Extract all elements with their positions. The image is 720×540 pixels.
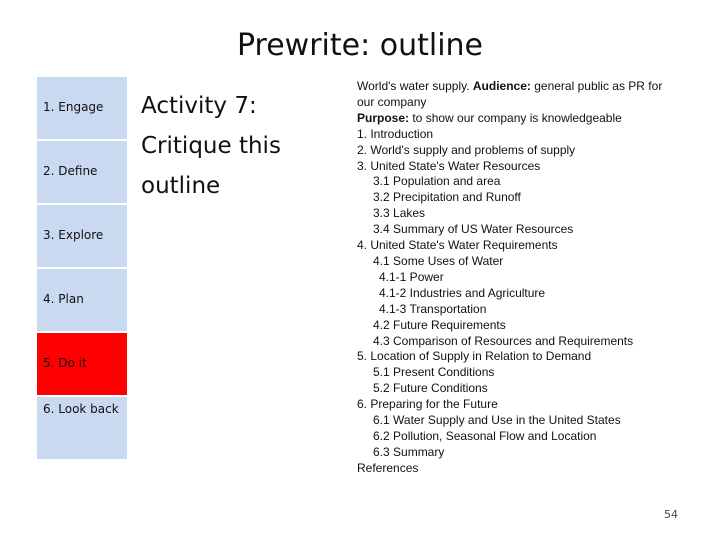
purpose-label: Purpose: (357, 110, 410, 125)
outline-item: 5. Location of Supply in Relation to Demand (357, 349, 592, 364)
process-steps-list (37, 77, 127, 461)
outline-item: 6.1 Water Supply and Use in the United States (373, 413, 621, 428)
activity-line-3: outline (141, 173, 221, 199)
outline-item: References (357, 460, 419, 475)
outline-item: 4. United State's Water Requirements (357, 238, 558, 253)
outline-item: 5.1 Present Conditions (373, 365, 495, 380)
activity-heading (141, 86, 341, 206)
outline-item: 4.1-1 Power (379, 269, 444, 284)
outline-header-line-2: our company (357, 94, 427, 109)
outline-items (357, 127, 697, 477)
step-plan: 4. Plan (37, 269, 127, 331)
audience-label: Audience: (472, 79, 531, 93)
outline-item: 6. Preparing for the Future (357, 397, 498, 412)
outline-item: 6.3 Summary (373, 444, 445, 459)
activity-line-1: Activity 7: (141, 93, 257, 119)
outline-item: 6.2 Pollution, Seasonal Flow and Location (373, 428, 597, 443)
outline-item: 3.4 Summary of US Water Resources (373, 222, 574, 237)
step-look-back: 6. Look back (37, 397, 127, 459)
outline-item: 5.2 Future Conditions (373, 381, 488, 396)
activity-line-2: Critique this (141, 133, 281, 159)
outline-document (357, 79, 697, 477)
slide-title: Prewrite: outline (236, 28, 484, 63)
outline-item: 3.2 Precipitation and Runoff (373, 190, 521, 205)
purpose-text: to show our company is knowledgeable (409, 110, 622, 125)
outline-item: 4.3 Comparison of Resources and Requirements (373, 333, 634, 348)
outline-topic: World's water supply. (357, 79, 473, 93)
outline-item: 4.1 Some Uses of Water (373, 253, 504, 268)
page-number: 54 (664, 508, 678, 521)
outline-purpose (357, 111, 697, 127)
outline-item: 4.1-2 Industries and Agriculture (379, 285, 546, 300)
outline-item: 4.1-3 Transportation (379, 301, 487, 316)
outline-item: 4.2 Future Requirements (373, 317, 506, 332)
outline-item: 1. Introduction (357, 126, 434, 141)
outline-item: 3.1 Population and area (373, 174, 501, 189)
outline-header-line-1 (357, 79, 697, 95)
outline-item: 3.3 Lakes (373, 206, 426, 221)
step-define: 2. Define (37, 141, 127, 203)
step-do-it-current: 5. Do it (37, 333, 127, 395)
outline-item: 3. United State's Water Resources (357, 158, 541, 173)
step-explore: 3. Explore (37, 205, 127, 267)
outline-item: 2. World's supply and problems of supply (357, 142, 576, 157)
audience-text: general public as PR for (530, 79, 663, 93)
step-engage: 1. Engage (37, 77, 127, 139)
